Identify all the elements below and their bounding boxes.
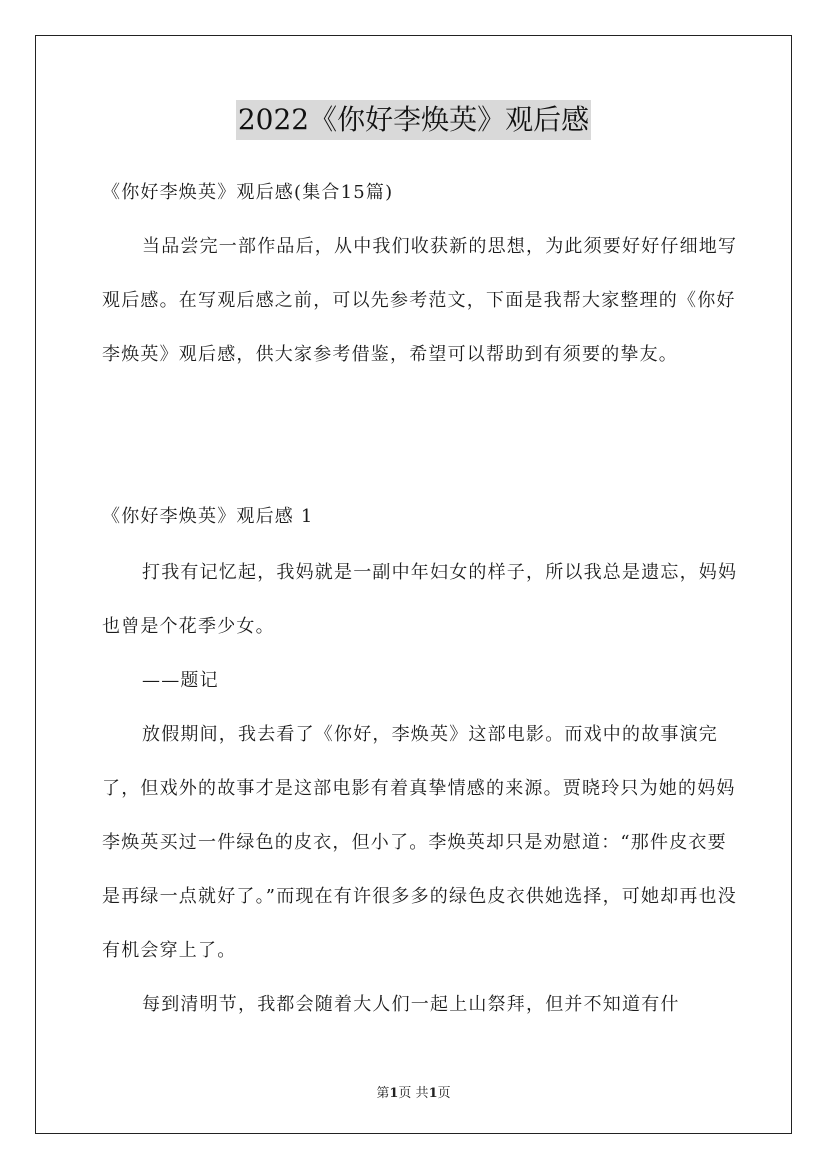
- footer-mid: 页 共: [398, 1086, 429, 1101]
- paragraph-2-text: 放假期间，我去看了《你好，李焕英》这部电影。而戏中的故事演完了，但戏外的故事才是这部电影有着真挚情感的来源。贾晓玲只为她的妈妈李焕英买过一件绿色的皮衣，但小了。李焕英却只是劝慰道：“那件皮衣要是再绿一点就好了。”而现在有许很多多的绿色皮衣供她选择，可她却再也没有机会穿上了。: [102, 724, 737, 961]
- title-wrap: [0, 100, 827, 140]
- paragraph-2: [102, 708, 742, 978]
- epigraph: [102, 654, 742, 708]
- paragraph-3: [102, 978, 742, 1032]
- document-title: 2022《你好李焕英》观后感: [236, 100, 591, 140]
- epigraph-text: ——题记: [142, 670, 219, 691]
- intro-text: 当品尝完一部作品后，从中我们收获新的思想，为此须要好好仔细地写观后感。在写观后感之前，可以先参考范文，下面是我帮大家整理的《你好李焕英》观后感，供大家参考借鉴，希望可以帮助到有须要的挚友。: [102, 236, 738, 365]
- section-heading: [102, 490, 742, 544]
- paragraph-3-text: 每到清明节，我都会随着大人们一起上山祭拜，但并不知道有什: [142, 994, 680, 1015]
- paragraph-1-text: 打我有记忆起，我妈就是一副中年妇女的样子，所以我总是遗忘，妈妈也曾是个花季少女。: [102, 562, 738, 637]
- footer-prefix: 第: [376, 1086, 390, 1101]
- section1-heading: 《你好李焕英》观后感 1: [102, 506, 314, 527]
- subtitle-text: 《你好李焕英》观后感(集合15篇): [102, 182, 394, 203]
- page-footer: [0, 1082, 827, 1101]
- footer-page-current: 1: [389, 1086, 399, 1101]
- footer-page-total: 1: [428, 1086, 438, 1101]
- paragraph-1: [102, 546, 742, 654]
- intro-paragraph: [102, 220, 742, 382]
- document-subtitle: [102, 166, 742, 220]
- footer-suffix: 页: [437, 1086, 451, 1101]
